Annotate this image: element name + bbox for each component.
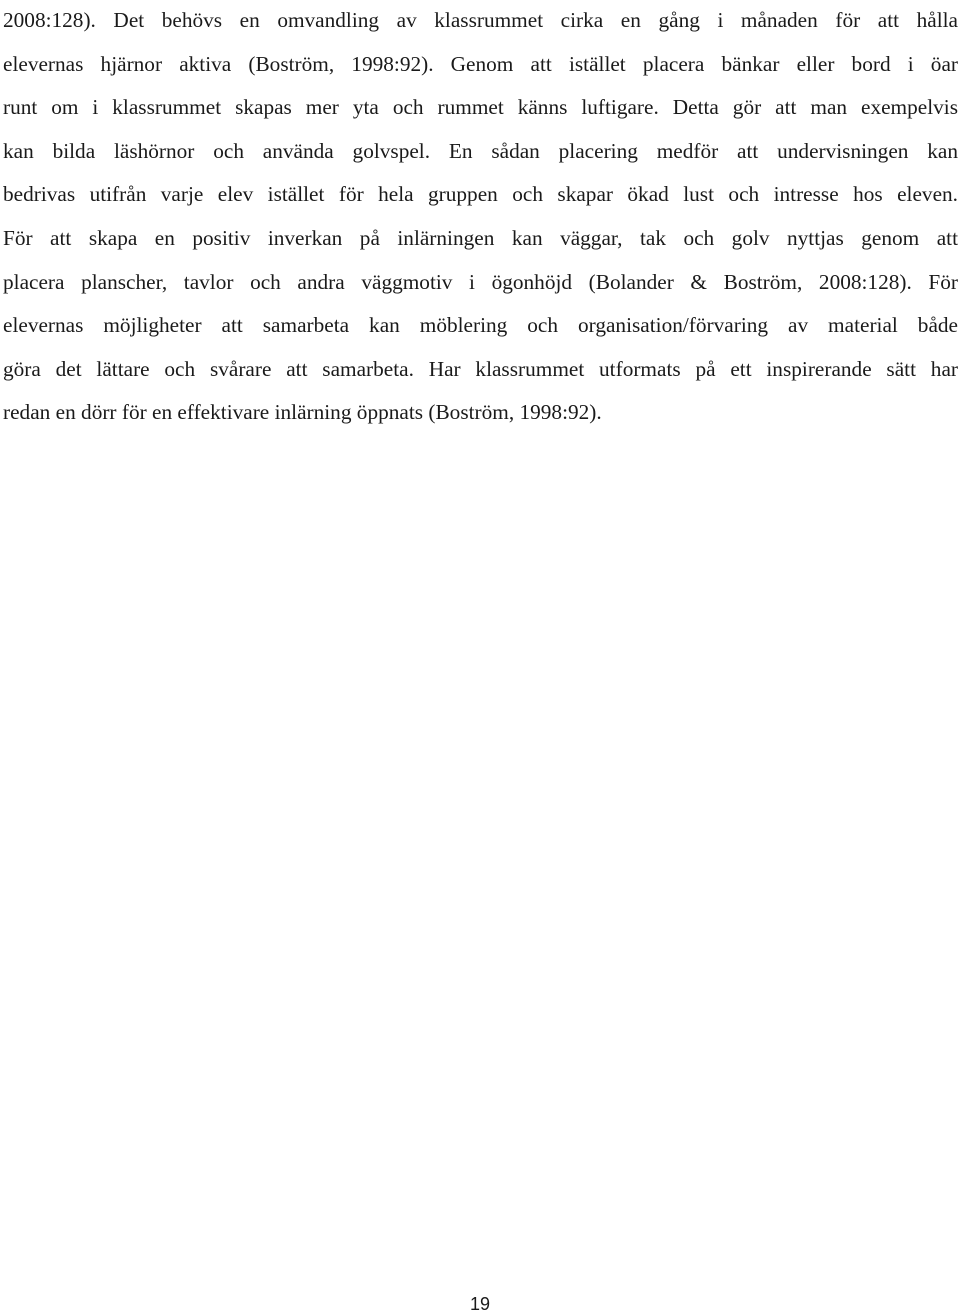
text-line: elevernas möjligheter att samarbeta kan möblering och organisation/förvaring av material både: [3, 313, 958, 338]
text-line-last: redan en dörr för en effektivare inlärning öppnats (Boström, 1998:92).: [3, 400, 602, 425]
text-line: placera planscher, tavlor och andra väggmotiv i ögonhöjd (Bolander & Boström, 2008:128). För: [3, 269, 958, 294]
page-number: 19: [469, 1294, 491, 1314]
text-line: elevernas hjärnor aktiva (Boström, 1998:92). Genom att istället placera bänkar eller bord i öar: [3, 51, 958, 76]
text-line: För att skapa en positiv inverkan på inlärningen kan väggar, tak och golv nyttjas genom att: [3, 225, 958, 250]
text-line: runt om i klassrummet skapas mer yta och rummet känns luftigare. Detta gör att man exempelvis: [3, 95, 958, 120]
body-paragraph: [3, 0, 958, 436]
text-line: 2008:128). Det behövs en omvandling av klassrummet cirka en gång i månaden för att hålla: [3, 8, 958, 32]
text-line: göra det lättare och svårare att samarbeta. Har klassrummet utformats på ett inspirerande sätt har: [3, 356, 958, 381]
text-line: bedrivas utifrån varje elev istället för hela gruppen och skapar ökad lust och intresse hos eleven.: [3, 182, 958, 207]
text-line: kan bilda läshörnor och använda golvspel. En sådan placering medför att undervisningen kan: [3, 138, 958, 163]
